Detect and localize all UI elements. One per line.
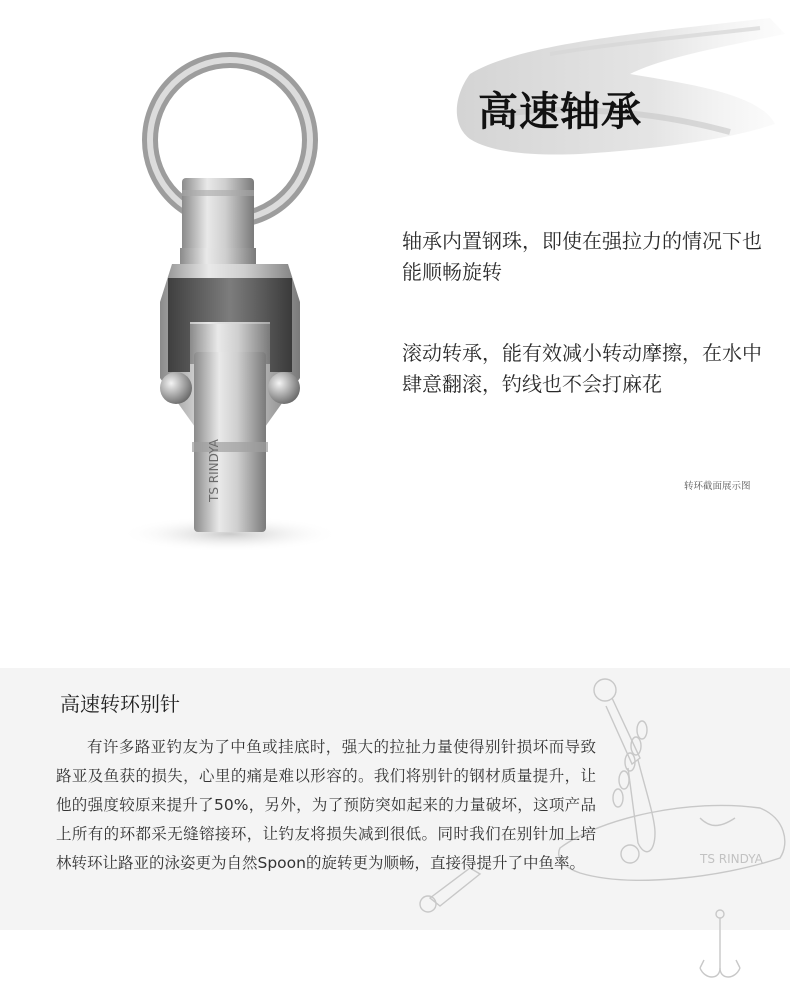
headline: 高速轴承 <box>478 89 642 135</box>
lure-logo-text: TS RINDYA <box>700 852 763 866</box>
feature-paragraph-2: 滚动转承，能有效减小转动摩擦，在水中肆意翻滚，钓线也不会打麻花 <box>402 341 762 396</box>
image-caption: 转环截面展示图 <box>684 481 751 492</box>
feature-paragraph-1: 轴承内置钢珠，即使在强拉力的情况下也能顺畅旋转 <box>402 229 762 284</box>
section-body: 有许多路亚钓友为了中鱼或挂底时，强大的拉扯力量使得别针损坏而导致路亚及鱼获的损失，心里的痛是难以形容的。我们将别针的钢材质量提升，让他的强度较原来提升了50%，另外，为了预防突如起来的力量破坏，这项产品上所有的环都采无缝镕接环，让钓友将损失减到很低。同时我们在别针加上培林转环让路亚的泳姿更为自然Spoon的旋转更为顺畅，直接得提升了中鱼率。 <box>56 738 596 872</box>
section-title: 高速转环别针 <box>60 692 180 716</box>
swivel-cross-section-icon <box>110 52 370 562</box>
swivel-logo-text: TS RINDYA <box>207 439 221 502</box>
